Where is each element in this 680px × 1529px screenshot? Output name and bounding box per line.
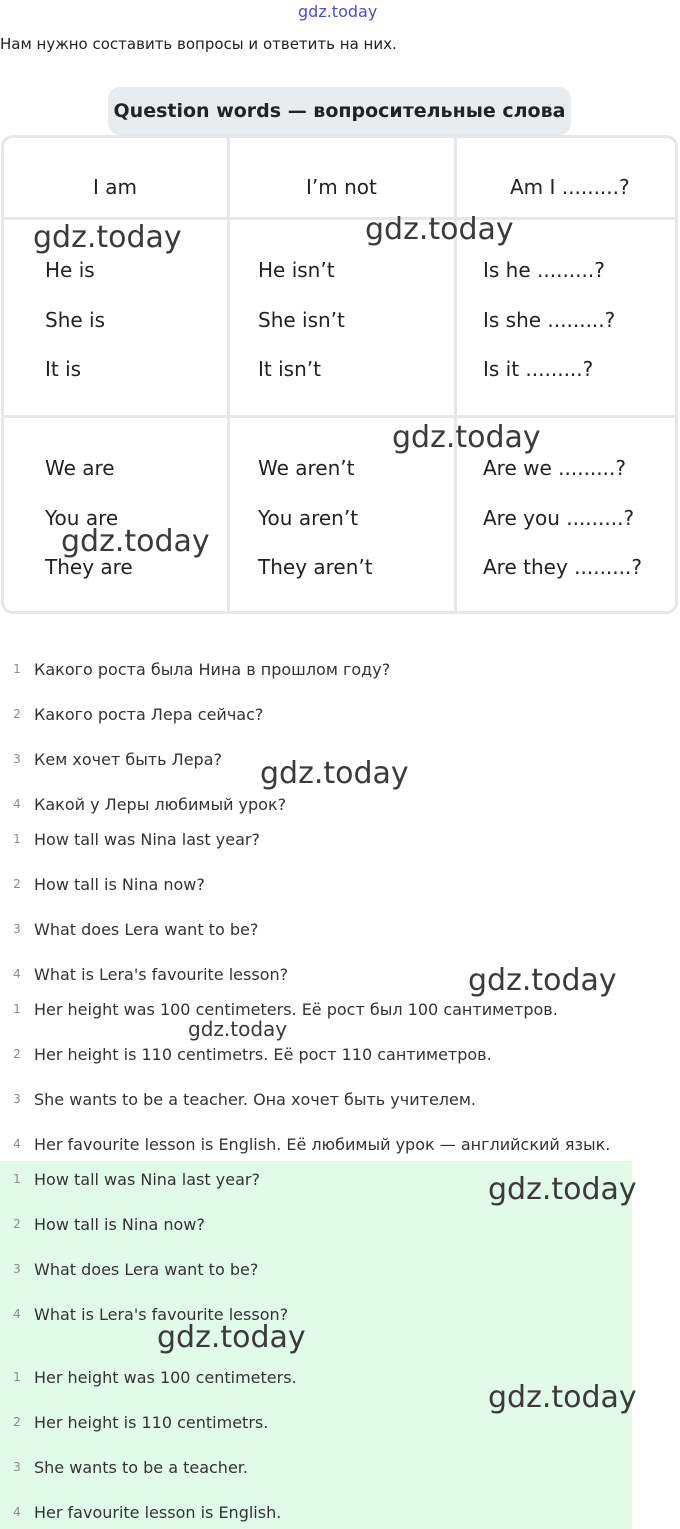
- table-cell: He is: [45, 258, 95, 282]
- watermark: gdz.today: [188, 1017, 288, 1041]
- table-title: Question words — вопросительные слова: [108, 87, 571, 135]
- watermark: gdz.today: [61, 524, 210, 559]
- watermark: gdz.today: [157, 1320, 306, 1355]
- item-text: Какого роста Лера сейчас?: [34, 704, 264, 724]
- item-number: 1: [13, 662, 21, 676]
- list-item: [0, 792, 286, 816]
- item-text: Кем хочет быть Лера?: [34, 749, 222, 769]
- list-item: [0, 747, 222, 771]
- item-text: How tall was Nina last year?: [34, 1169, 260, 1189]
- item-text: How tall is Nina now?: [34, 1214, 205, 1234]
- table-cell: They are: [45, 555, 133, 579]
- list-item: [0, 1455, 248, 1479]
- watermark: gdz.today: [468, 963, 617, 998]
- table-cell: Are we .........?: [483, 456, 626, 480]
- item-number: 1: [13, 1370, 21, 1384]
- item-number: 1: [13, 1002, 21, 1016]
- item-number: 4: [13, 1307, 21, 1321]
- item-text: What is Lera's favourite lesson?: [34, 964, 289, 984]
- table-cell: He isn’t: [258, 258, 335, 282]
- item-number: 3: [13, 922, 21, 936]
- header-am-i: Am I .........?: [510, 175, 630, 199]
- item-text: Her height is 110 centimetrs. Её рост 110 сантиметров.: [34, 1044, 492, 1064]
- intro-text: Нам нужно составить вопросы и ответить на них.: [0, 35, 397, 53]
- list-item: [0, 872, 205, 896]
- list-item: [0, 1500, 281, 1524]
- table-cell: You aren’t: [258, 506, 359, 530]
- list-item: [0, 1042, 492, 1066]
- item-number: 2: [13, 1415, 21, 1429]
- item-number: 4: [13, 967, 21, 981]
- table-divider: [4, 415, 675, 418]
- item-text: How tall was Nina last year?: [34, 829, 260, 849]
- item-number: 4: [13, 797, 21, 811]
- item-text: Her favourite lesson is English. Её любимый урок — английский язык.: [34, 1134, 611, 1154]
- item-text: Какого роста была Нина в прошлом году?: [34, 659, 391, 679]
- item-text: Her height was 100 centimeters. Её рост был 100 сантиметров.: [34, 999, 558, 1019]
- table-cell: Are they .........?: [483, 555, 642, 579]
- item-text: Her favourite lesson is English.: [34, 1502, 282, 1522]
- list-item: [0, 1212, 205, 1236]
- item-text: Her height is 110 centimetrs.: [34, 1412, 269, 1432]
- list-item: [0, 657, 390, 681]
- list-item: [0, 1365, 297, 1389]
- table-cell: You are: [45, 506, 119, 530]
- item-number: 1: [13, 1172, 21, 1186]
- item-text: She wants to be a teacher.: [34, 1457, 248, 1477]
- list-item: [0, 1132, 610, 1156]
- table-cell: She is: [45, 308, 106, 332]
- item-number: 2: [13, 1047, 21, 1061]
- watermark: gdz.today: [365, 212, 514, 247]
- list-item: [0, 917, 258, 941]
- list-item: [0, 1410, 268, 1434]
- item-number: 3: [13, 1262, 21, 1276]
- list-item: [0, 1167, 260, 1191]
- watermark: gdz.today: [488, 1172, 637, 1207]
- table-cell: They aren’t: [258, 555, 373, 579]
- table-cell: Is she .........?: [483, 308, 616, 332]
- header-im-not: I’m not: [306, 175, 377, 199]
- item-number: 2: [13, 707, 21, 721]
- watermark-top: gdz.today: [298, 2, 378, 21]
- watermark: gdz.today: [488, 1380, 637, 1415]
- table-cell: Are you .........?: [483, 506, 635, 530]
- item-text: What does Lera want to be?: [34, 1259, 259, 1279]
- item-text: Her height was 100 centimeters.: [34, 1367, 297, 1387]
- list-item: [0, 1257, 258, 1281]
- item-text: What does Lera want to be?: [34, 919, 259, 939]
- item-text: Какой у Леры любимый урок?: [34, 794, 287, 814]
- table-divider: [227, 138, 230, 611]
- header-i-am: I am: [93, 175, 137, 199]
- table-cell: Is he .........?: [483, 258, 605, 282]
- table-divider: [454, 138, 457, 611]
- list-item: [0, 1087, 476, 1111]
- table-cell: We aren’t: [258, 456, 355, 480]
- watermark: gdz.today: [33, 220, 182, 255]
- list-item: [0, 962, 288, 986]
- item-number: 3: [13, 752, 21, 766]
- item-number: 2: [13, 1217, 21, 1231]
- watermark: gdz.today: [260, 756, 409, 791]
- item-number: 1: [13, 832, 21, 846]
- list-item: [0, 827, 260, 851]
- table-cell: Is it .........?: [483, 357, 594, 381]
- item-text: She wants to be a teacher. Она хочет быть учителем.: [34, 1089, 477, 1109]
- item-number: 3: [13, 1092, 21, 1106]
- watermark: gdz.today: [392, 420, 541, 455]
- item-number: 3: [13, 1460, 21, 1474]
- item-number: 4: [13, 1137, 21, 1151]
- item-text: What is Lera's favourite lesson?: [34, 1304, 289, 1324]
- item-text: How tall is Nina now?: [34, 874, 205, 894]
- table-cell: She isn’t: [258, 308, 345, 332]
- table-cell: It isn’t: [258, 357, 321, 381]
- table-cell: We are: [45, 456, 115, 480]
- table-cell: It is: [45, 357, 82, 381]
- item-number: 2: [13, 877, 21, 891]
- item-number: 4: [13, 1505, 21, 1519]
- list-item: [0, 702, 263, 726]
